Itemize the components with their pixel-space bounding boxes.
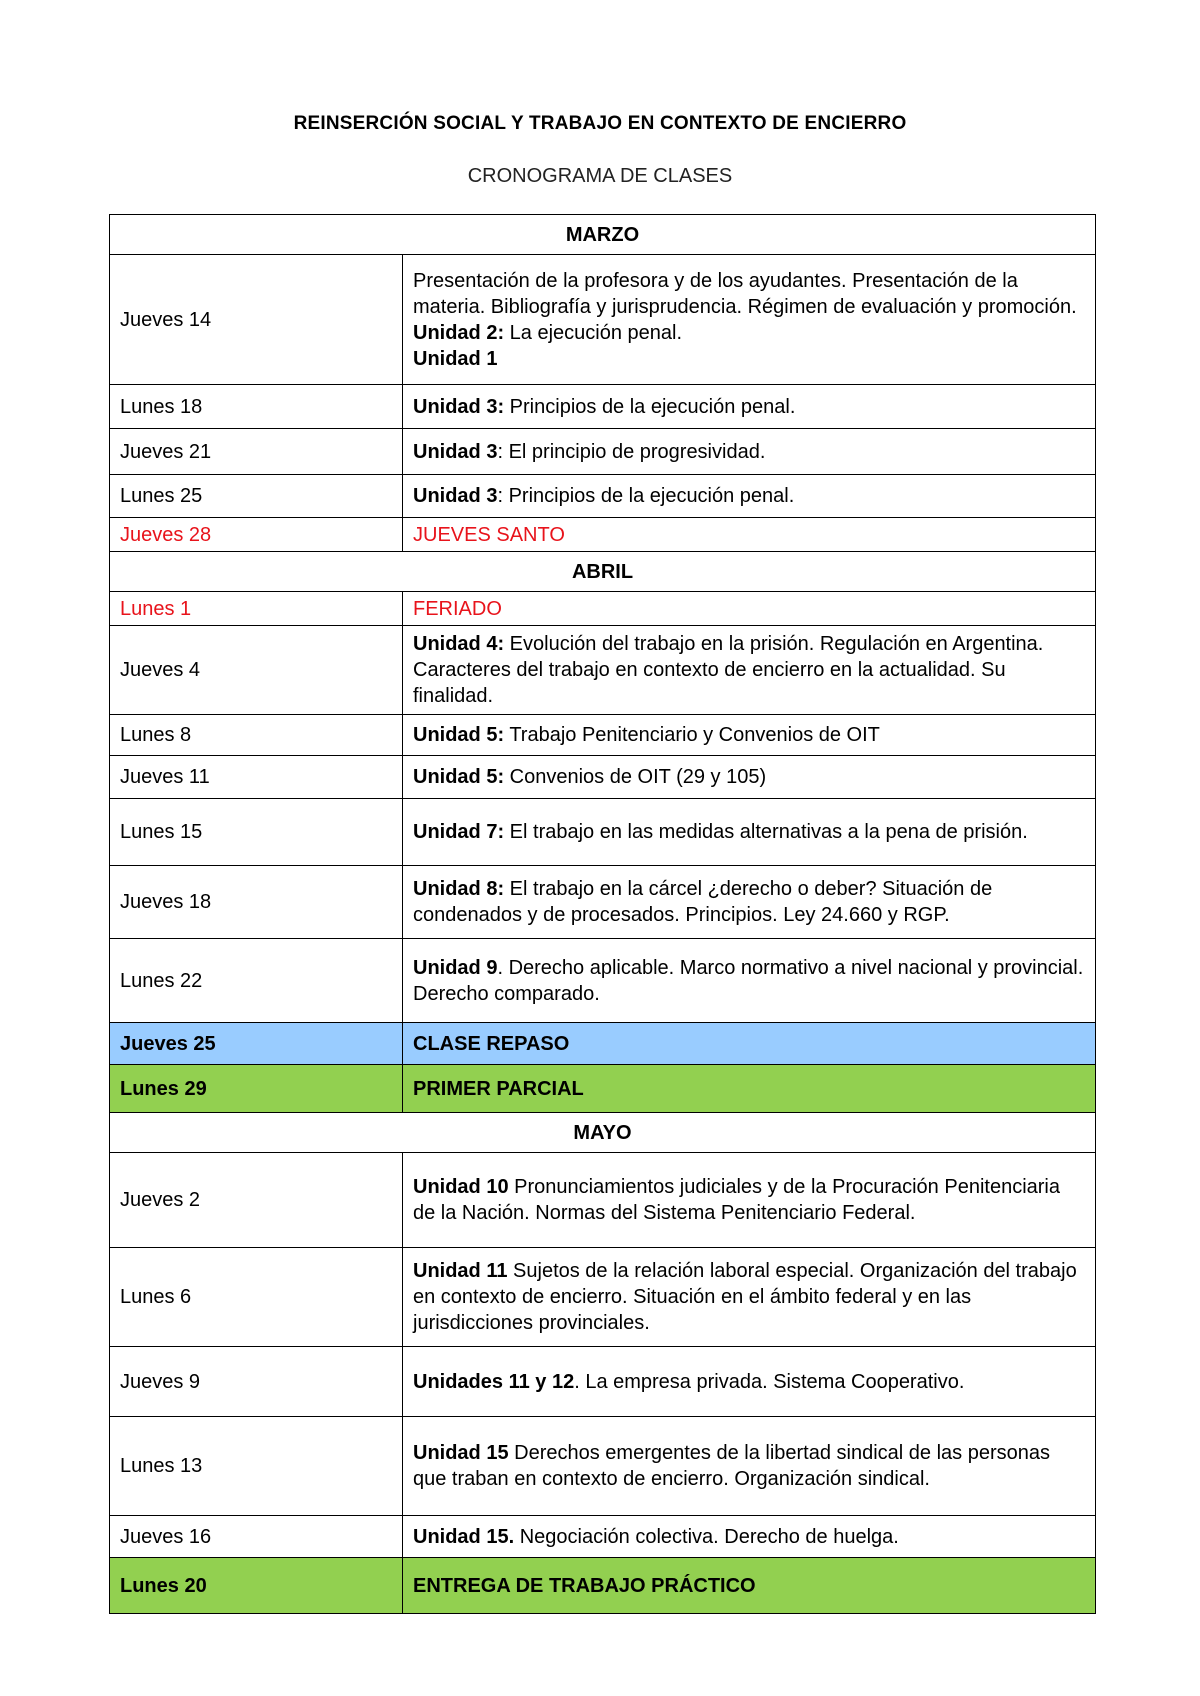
- topic-cell: [403, 1153, 1096, 1248]
- review-row: [110, 1023, 1096, 1065]
- unit-label: Unidad 9: [413, 956, 498, 979]
- topic-cell: [403, 715, 1096, 756]
- topic-cell: [403, 475, 1096, 518]
- unit-label: Unidad 5:: [413, 724, 505, 746]
- table-row: [110, 1248, 1096, 1347]
- table-row: [110, 626, 1096, 715]
- table-row: [110, 385, 1096, 429]
- holiday-cell: FERIADO: [403, 592, 1096, 626]
- document-title: REINSERCIÓN SOCIAL Y TRABAJO EN CONTEXTO DE ENCIERRO: [293, 113, 907, 134]
- table-row: [110, 475, 1096, 518]
- month-header: ABRIL: [110, 552, 1096, 592]
- table-row: [110, 1417, 1096, 1516]
- table-row: [110, 429, 1096, 475]
- topic-text: : El principio de progresividad.: [497, 440, 766, 463]
- table-row: [110, 518, 1096, 552]
- topic-text: La ejecución penal.: [504, 321, 683, 344]
- date-cell: Jueves 14: [110, 255, 403, 385]
- unit-label: Unidad 15: [413, 1442, 509, 1464]
- topic-cell: [403, 1248, 1096, 1347]
- topic-text: Sujetos de la relación laboral especial. Organización del trabajo en contexto de encierro. Situación en el ámbito federal y en las jurisdicciones provinciales.: [413, 1260, 1077, 1334]
- unit-label: Unidad 10: [413, 1176, 509, 1198]
- topic-text: . La empresa privada. Sistema Cooperativo.: [574, 1370, 965, 1393]
- topic-text: Negociación colectiva. Derecho de huelga.: [514, 1525, 899, 1548]
- date-cell: Jueves 2: [110, 1153, 403, 1248]
- date-cell: Lunes 29: [110, 1065, 403, 1113]
- date-cell: Lunes 6: [110, 1248, 403, 1347]
- unit-label: Unidades 11 y 12: [413, 1370, 575, 1393]
- exam-row: [110, 1558, 1096, 1614]
- unit-label: Unidad 11: [413, 1260, 508, 1282]
- table-row: [110, 255, 1096, 385]
- date-cell: Jueves 21: [110, 429, 403, 475]
- date-cell: Jueves 11: [110, 756, 403, 799]
- topic-cell: CLASE REPASO: [403, 1023, 1096, 1065]
- date-cell: Lunes 15: [110, 799, 403, 866]
- unit-label: Unidad 8:: [413, 878, 505, 900]
- topic-cell: [403, 866, 1096, 939]
- table-row: [110, 1347, 1096, 1417]
- date-cell: Jueves 28: [110, 518, 403, 552]
- topic-cell: [403, 429, 1096, 475]
- topic-cell: [403, 1347, 1096, 1417]
- topic-text: Derechos emergentes de la libertad sindical de las personas que traban en contexto de encierro. Organización sindical.: [413, 1442, 1050, 1490]
- month-header: MAYO: [110, 1113, 1096, 1153]
- schedule-table: [109, 214, 1096, 1614]
- topic-cell: [403, 626, 1096, 715]
- date-cell: Lunes 20: [110, 1558, 403, 1614]
- table-row: [110, 756, 1096, 799]
- topic-cell: [403, 756, 1096, 799]
- topic-text: : Principios de la ejecución penal.: [497, 485, 795, 507]
- topic-text: Convenios de OIT (29 y 105): [504, 766, 767, 788]
- date-cell: Lunes 18: [110, 385, 403, 429]
- date-cell: Lunes 1: [110, 592, 403, 626]
- table-row: [110, 1516, 1096, 1558]
- table-row: [110, 799, 1096, 866]
- date-cell: Jueves 18: [110, 866, 403, 939]
- date-cell: Lunes 22: [110, 939, 403, 1023]
- month-row-abril: [110, 552, 1096, 592]
- date-cell: Jueves 9: [110, 1347, 403, 1417]
- month-header: MARZO: [110, 215, 1096, 255]
- document-subtitle: CRONOGRAMA DE CLASES: [467, 165, 733, 187]
- topic-text: Evolución del trabajo en la prisión. Regulación en Argentina. Caracteres del trabajo en contexto de encierro en la actualidad. Su finalidad.: [413, 633, 1044, 707]
- topic-cell: [403, 385, 1096, 429]
- month-row-marzo: [110, 215, 1096, 255]
- unit-label: Unidad 1: [413, 347, 498, 370]
- topic-text: El trabajo en las medidas alternativas a la pena de prisión.: [504, 821, 1028, 843]
- topic-text: Trabajo Penitenciario y Convenios de OIT: [504, 724, 880, 746]
- date-cell: Lunes 13: [110, 1417, 403, 1516]
- topic-cell: ENTREGA DE TRABAJO PRÁCTICO: [403, 1558, 1096, 1614]
- table-row: [110, 715, 1096, 756]
- topic-cell: [403, 799, 1096, 866]
- topic-cell: [403, 939, 1096, 1023]
- unit-label: Unidad 15.: [413, 1525, 515, 1548]
- date-cell: Jueves 4: [110, 626, 403, 715]
- unit-label: Unidad 2:: [413, 321, 505, 344]
- table-row: [110, 1153, 1096, 1248]
- topic-text: Presentación de la profesora y de los ayudantes. Presentación de la materia. Bibliografía y jurisprudencia. Régimen de evaluación y promoción.: [413, 269, 1077, 318]
- topic-text: El trabajo en la cárcel ¿derecho o deber? Situación de condenados y de procesados. Principios. Ley 24.660 y RGP.: [413, 878, 993, 926]
- date-cell: Lunes 25: [110, 475, 403, 518]
- date-cell: Jueves 16: [110, 1516, 403, 1558]
- topic-cell: [403, 1417, 1096, 1516]
- holiday-cell: JUEVES SANTO: [403, 518, 1096, 552]
- topic-text: Principios de la ejecución penal.: [504, 395, 796, 418]
- topic-text: Pronunciamientos judiciales y de la Procuración Penitenciaria de la Nación. Normas del Sistema Penitenciario Federal.: [413, 1176, 1060, 1224]
- unit-label: Unidad 7:: [413, 821, 505, 843]
- unit-label: Unidad 5:: [413, 766, 505, 788]
- unit-label: Unidad 4:: [413, 633, 505, 655]
- date-cell: Lunes 8: [110, 715, 403, 756]
- table-row: [110, 866, 1096, 939]
- topic-text: . Derecho aplicable. Marco normativo a nivel nacional y provincial. Derecho comparado.: [413, 956, 1084, 1005]
- topic-cell: PRIMER PARCIAL: [403, 1065, 1096, 1113]
- table-row: [110, 592, 1096, 626]
- unit-label: Unidad 3:: [413, 395, 505, 418]
- unit-label: Unidad 3: [413, 440, 498, 463]
- month-row-mayo: [110, 1113, 1096, 1153]
- table-row: [110, 939, 1096, 1023]
- topic-cell: [403, 1516, 1096, 1558]
- unit-label: Unidad 3: [413, 485, 498, 507]
- topic-cell: [403, 255, 1096, 385]
- exam-row: [110, 1065, 1096, 1113]
- date-cell: Jueves 25: [110, 1023, 403, 1065]
